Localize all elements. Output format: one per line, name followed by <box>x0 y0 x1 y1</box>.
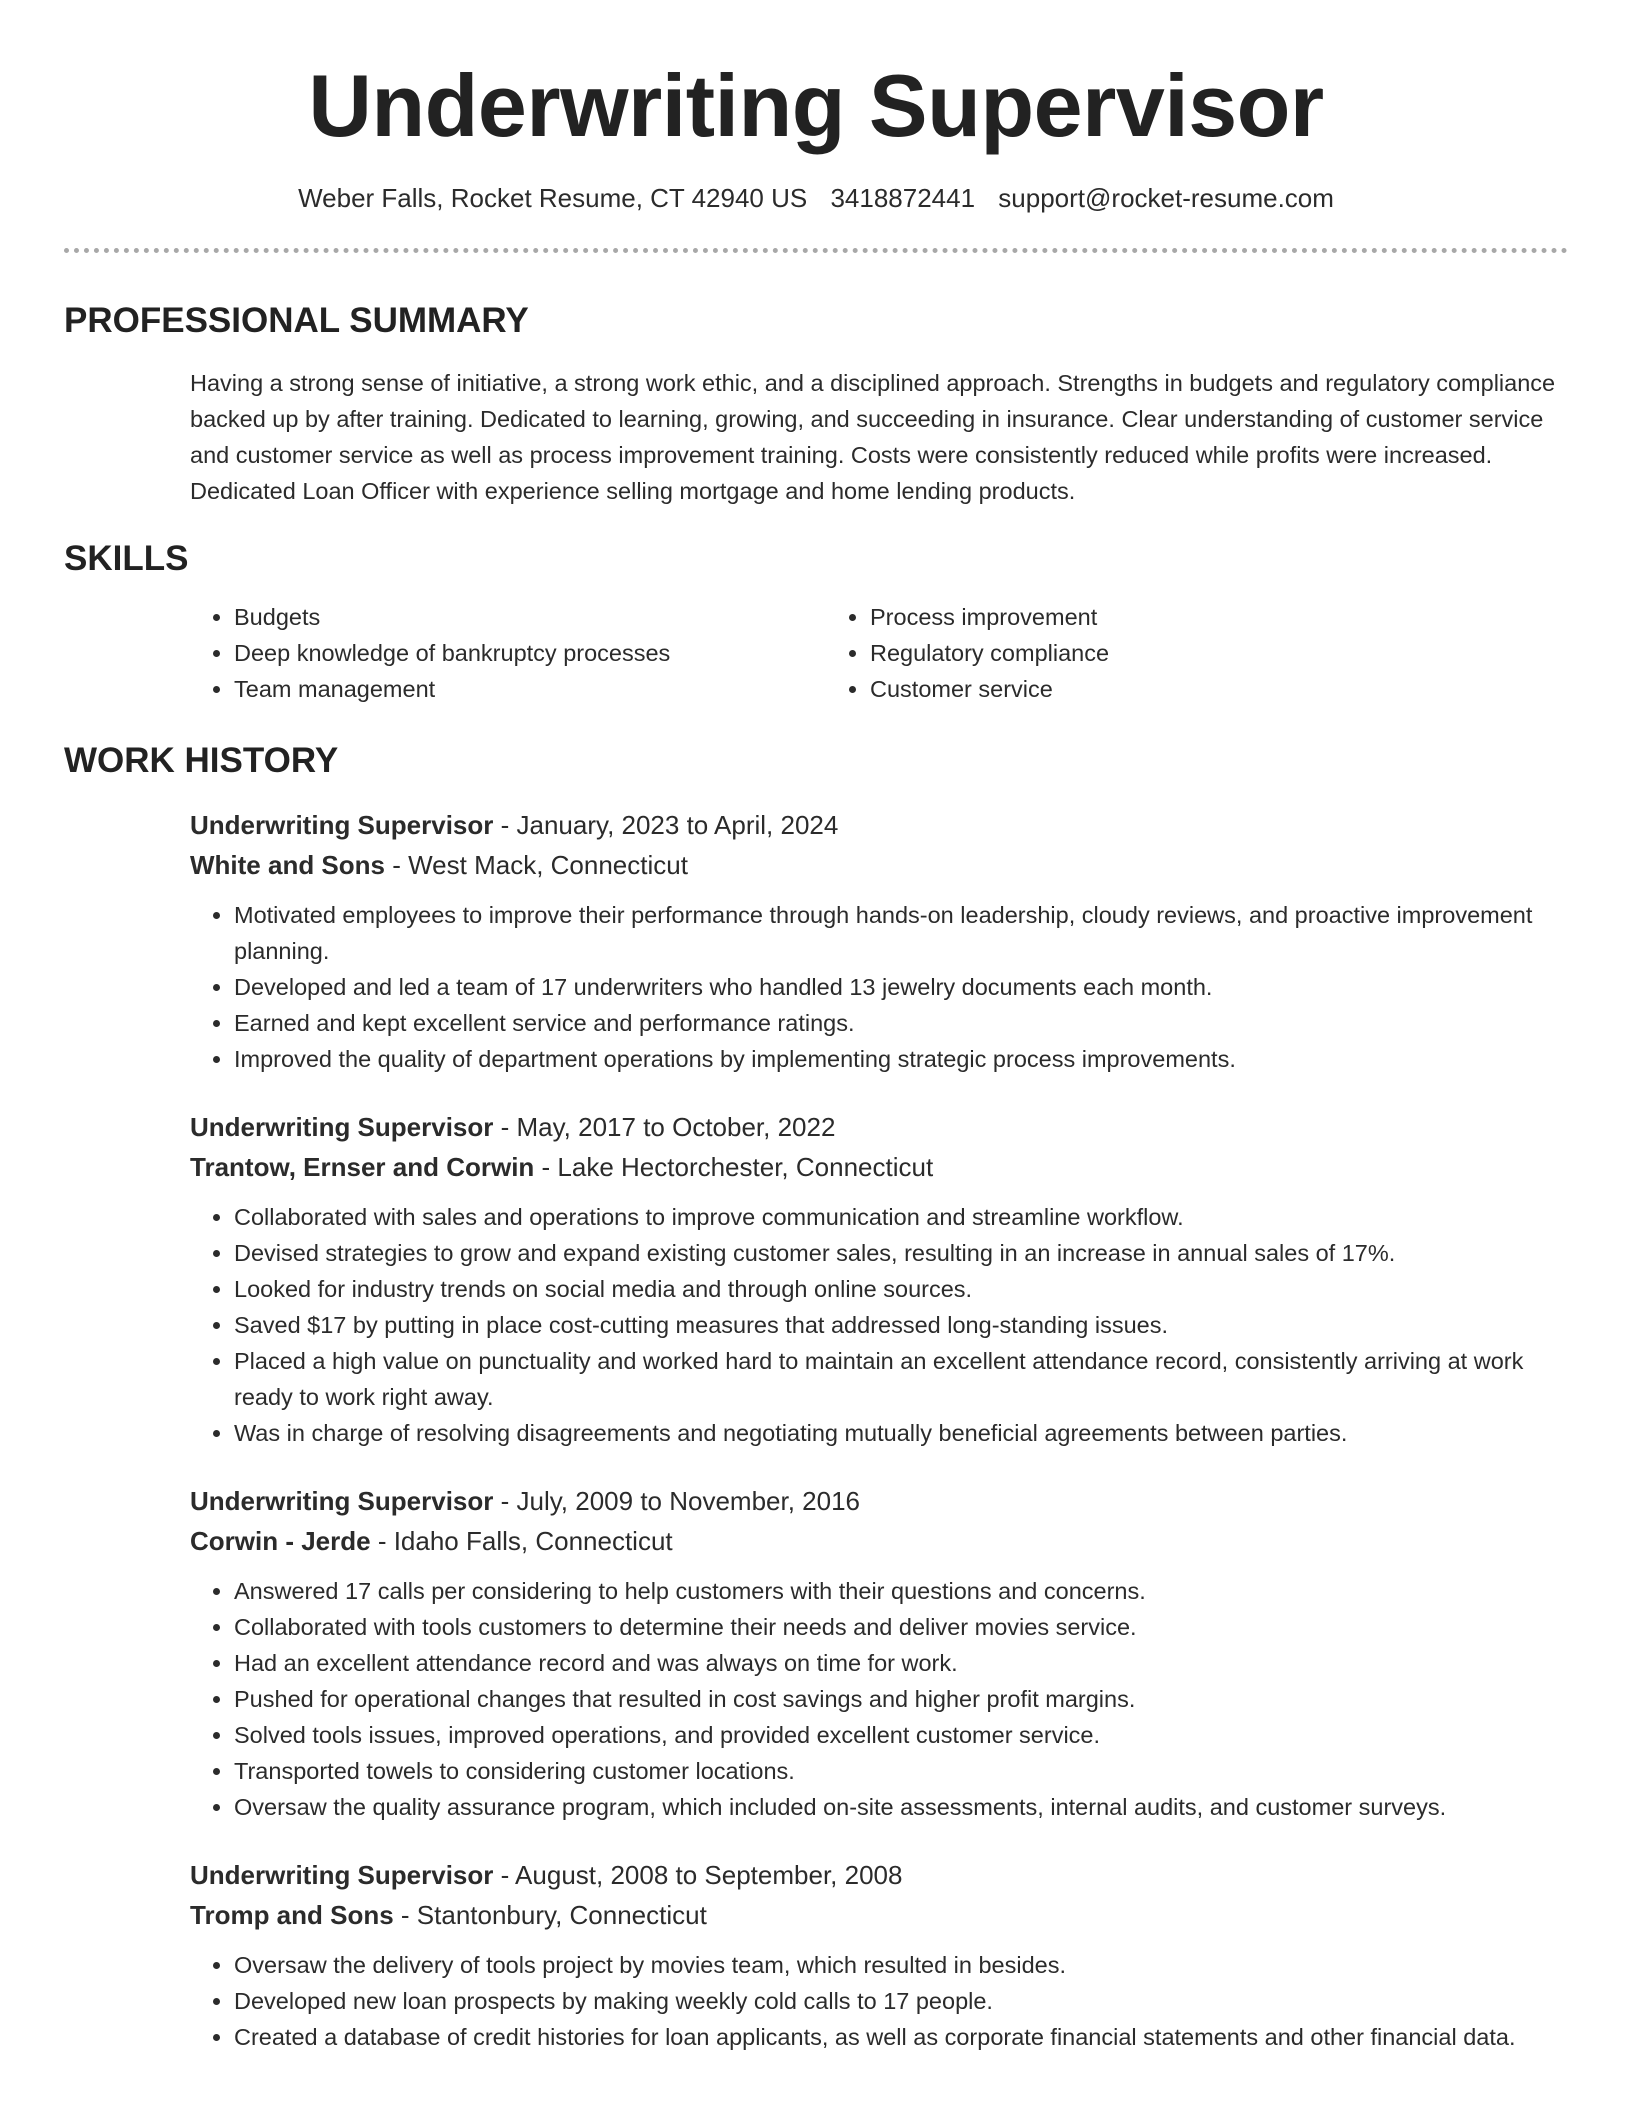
job-bullets <box>190 897 1568 1077</box>
job-location: - West Mack, Connecticut <box>385 850 688 880</box>
job-title: Underwriting Supervisor <box>190 1486 494 1516</box>
job-title: Underwriting Supervisor <box>190 1112 494 1142</box>
skill-item: • Customer service <box>870 671 1462 707</box>
job-bullet: • Developed and led a team of 17 underwriters who handled 13 jewelry documents each month. <box>234 969 1568 1005</box>
job-company-line <box>190 1895 1568 1935</box>
job-company-line <box>190 1521 1568 1561</box>
contact-email: support@rocket-resume.com <box>998 183 1334 213</box>
job-bullet: • Developed new loan prospects by making weekly cold calls to 17 people. <box>234 1983 1568 2019</box>
skill-item: • Team management <box>234 671 826 707</box>
skills-heading: SKILLS <box>64 539 189 578</box>
contact-phone: 3418872441 <box>830 183 976 213</box>
work-history-heading: WORK HISTORY <box>64 741 339 780</box>
skills-column-right <box>826 599 1462 707</box>
job-company-line <box>190 845 1568 885</box>
job-location: - Stantonbury, Connecticut <box>393 1900 707 1930</box>
job-bullet: • Oversaw the quality assurance program, which included on-site assessments, internal audits, and customer surveys. <box>234 1789 1568 1825</box>
skills-list <box>190 599 1568 707</box>
job-company: Tromp and Sons <box>190 1900 394 1930</box>
job-bullet: • Devised strategies to grow and expand existing customer sales, resulting in an increase in annual sales of 17%. <box>234 1235 1568 1271</box>
skill-item: • Budgets <box>234 599 826 635</box>
job-bullet: • Earned and kept excellent service and performance ratings. <box>234 1005 1568 1041</box>
job-bullet: • Collaborated with sales and operations to improve communication and streamline workflow. <box>234 1199 1568 1235</box>
job-dates: - August, 2008 to September, 2008 <box>493 1860 903 1890</box>
job-bullets <box>190 1947 1568 2055</box>
job-company: White and Sons <box>190 850 385 880</box>
header-divider <box>64 248 1568 253</box>
job-dates: - May, 2017 to October, 2022 <box>493 1112 836 1142</box>
job-dates: - January, 2023 to April, 2024 <box>493 810 839 840</box>
job-dates: - July, 2009 to November, 2016 <box>493 1486 861 1516</box>
contact-line <box>64 182 1568 214</box>
job-bullet: • Solved tools issues, improved operations, and provided excellent customer service. <box>234 1717 1568 1753</box>
skill-item: • Deep knowledge of bankruptcy processes <box>234 635 826 671</box>
job-title-line <box>190 1855 1568 1895</box>
job-bullets <box>190 1199 1568 1451</box>
resume-title: Underwriting Supervisor <box>308 56 1324 155</box>
job-entry <box>190 805 1568 1077</box>
job-bullet: • Pushed for operational changes that resulted in cost savings and higher profit margins. <box>234 1681 1568 1717</box>
job-title: Underwriting Supervisor <box>190 1860 494 1890</box>
summary-text: Having a strong sense of initiative, a strong work ethic, and a disciplined approach. Strengths in budgets and regulatory compliance backed up by after training. Dedicated to learning, growing, and succeeding in insurance. Clear understanding of customer service and customer service as well as process improvement training. Costs were consistently reduced while profits were increased. Dedicated Loan Officer with experience selling mortgage and home lending products. <box>190 370 1556 504</box>
job-title-line <box>190 805 1568 845</box>
job-company: Corwin - Jerde <box>190 1526 371 1556</box>
job-bullet: • Had an excellent attendance record and was always on time for work. <box>234 1645 1568 1681</box>
job-title: Underwriting Supervisor <box>190 810 494 840</box>
job-location: - Lake Hectorchester, Connecticut <box>534 1152 934 1182</box>
job-bullet: • Motivated employees to improve their performance through hands-on leadership, cloudy reviews, and proactive improvement planning. <box>234 897 1568 969</box>
job-company-line <box>190 1147 1568 1187</box>
job-bullet: • Improved the quality of department operations by implementing strategic process improvements. <box>234 1041 1568 1077</box>
job-bullet: • Saved $17 by putting in place cost-cutting measures that addressed long-standing issues. <box>234 1307 1568 1343</box>
job-bullet: • Was in charge of resolving disagreements and negotiating mutually beneficial agreements between parties. <box>234 1415 1568 1451</box>
job-bullet: • Transported towels to considering customer locations. <box>234 1753 1568 1789</box>
job-entry <box>190 1107 1568 1451</box>
job-company: Trantow, Ernser and Corwin <box>190 1152 535 1182</box>
skills-column-left <box>190 599 826 707</box>
job-bullet: • Created a database of credit histories for loan applicants, as well as corporate financial statements and other financial data. <box>234 2019 1568 2055</box>
job-bullet: • Looked for industry trends on social media and through online sources. <box>234 1271 1568 1307</box>
job-bullets <box>190 1573 1568 1825</box>
contact-address: Weber Falls, Rocket Resume, CT 42940 US <box>298 183 808 213</box>
job-bullet: • Answered 17 calls per considering to help customers with their questions and concerns. <box>234 1573 1568 1609</box>
job-title-line <box>190 1481 1568 1521</box>
job-bullet: • Oversaw the delivery of tools project by movies team, which resulted in besides. <box>234 1947 1568 1983</box>
job-title-line <box>190 1107 1568 1147</box>
job-bullet: • Collaborated with tools customers to determine their needs and deliver movies service. <box>234 1609 1568 1645</box>
summary-heading: PROFESSIONAL SUMMARY <box>64 301 529 340</box>
job-entry <box>190 1855 1568 2055</box>
skill-item: • Process improvement <box>870 599 1462 635</box>
skill-item: • Regulatory compliance <box>870 635 1462 671</box>
job-bullet: • Placed a high value on punctuality and worked hard to maintain an excellent attendance record, consistently arriving at work ready to work right away. <box>234 1343 1568 1415</box>
job-entry <box>190 1481 1568 1825</box>
job-location: - Idaho Falls, Connecticut <box>370 1526 673 1556</box>
